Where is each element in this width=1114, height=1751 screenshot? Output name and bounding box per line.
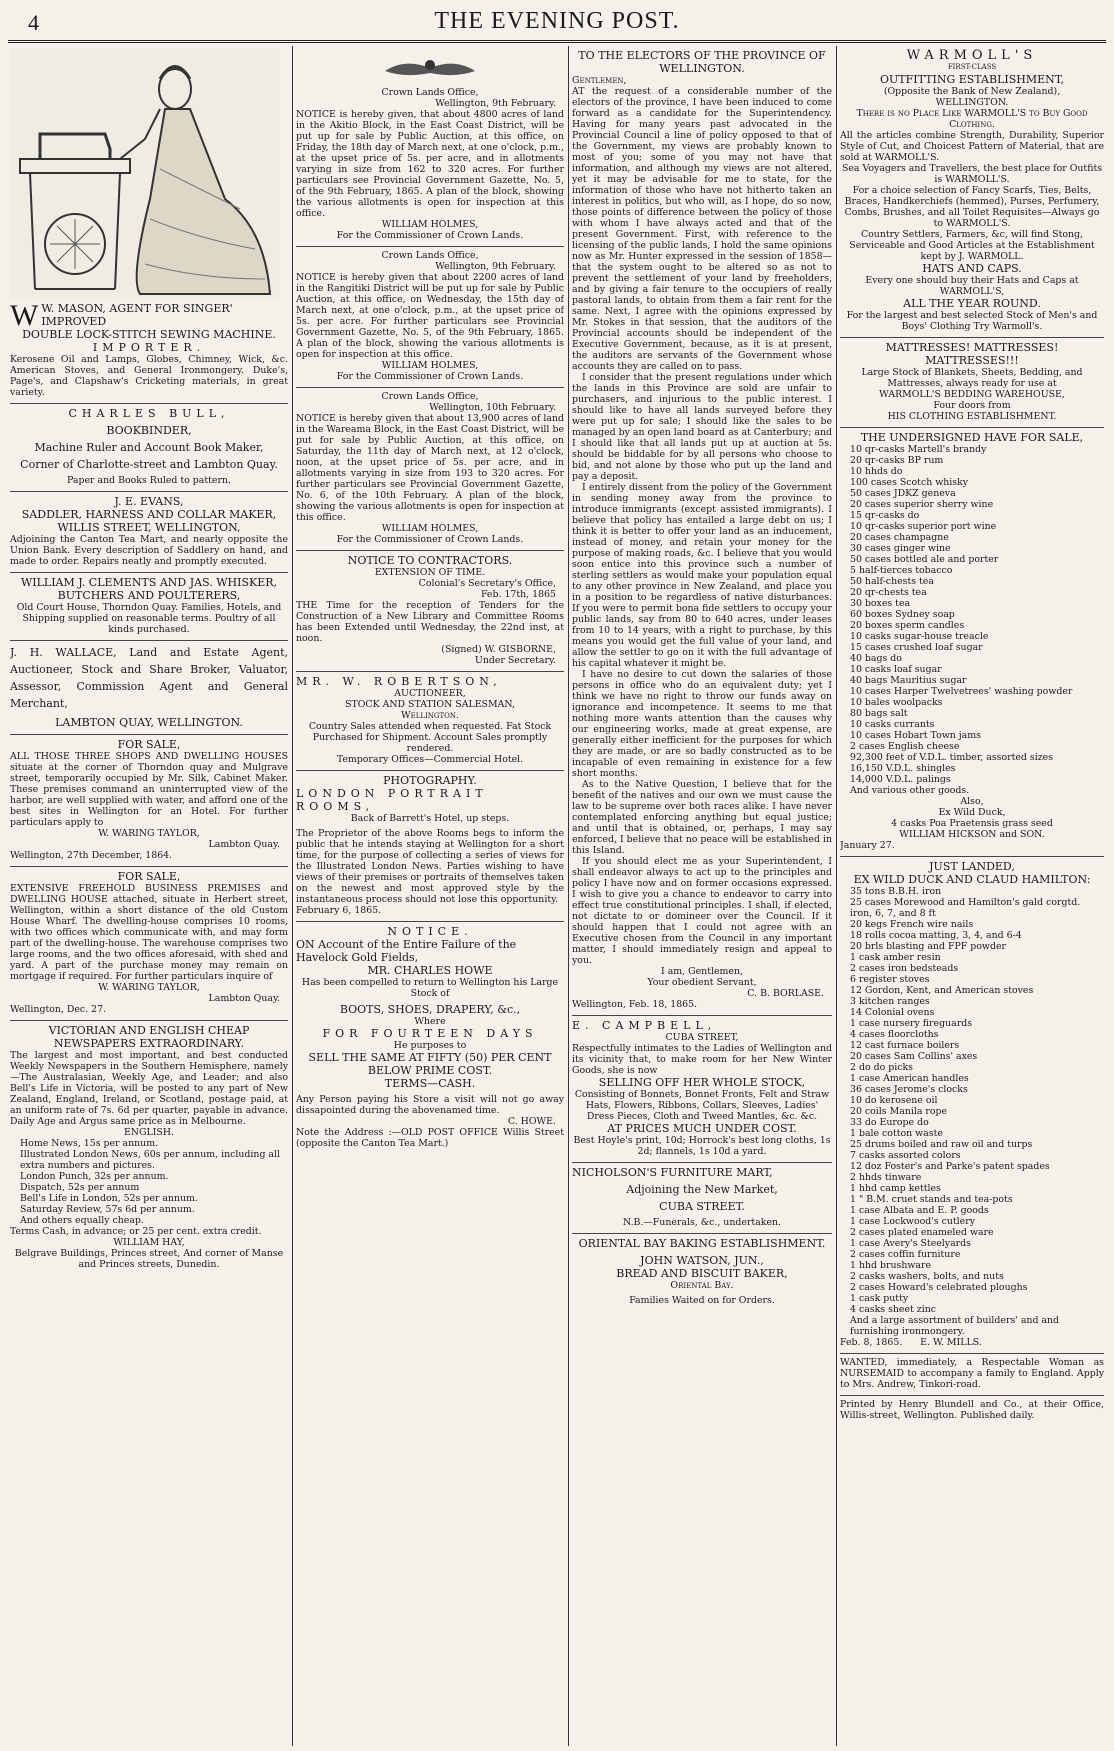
list-item: 2 cases Howard's celebrated ploughs <box>850 1282 1028 1293</box>
sale2-heading: FOR SALE, <box>117 870 181 883</box>
robertson-office: Temporary Offices—Commercial Hotel. <box>336 754 524 765</box>
crest-ornament <box>380 53 480 83</box>
warmoll-class: FIRST-CLASS <box>947 63 997 71</box>
mills-ships: EX WILD DUCK AND CLAUD HAMILTON: <box>853 873 1091 886</box>
masthead <box>0 6 1114 36</box>
campbell-street: CUBA STREET, <box>665 1032 739 1043</box>
electors-paragraph: I have no desire to cut down the salaries of those persons in office who do an equivalent duty; yet I think we have no right to throw our funds away on ignorance and incompetence. It seems to me that nothing more wants attention than the causes why our engineering works, made at great expense, are generally either inefficient for the purposes for which they are made, or are so badly constructed as to be incapable of even remaining in existence for a few short months. <box>572 669 832 779</box>
sale1-signature: W. WARING TAYLOR, <box>98 828 200 839</box>
warmoll-para: All the articles combine Strength, Durability, Superior Style of Cut, and Choicest Pattern of Material, that are sold at WARMOLL'S. <box>840 130 1104 163</box>
newspapers-ad <box>10 1021 288 1275</box>
warmoll-para: For a choice selection of Fancy Scarfs, Ties, Belts, Braces, Handkerchiefs (hemmed), Purses, Perfumery, Combs, Brushes, and all Toilet Requisites—Always go to WARMOLL'S. <box>844 185 1100 229</box>
contractors-role: Under Secretary. <box>474 655 556 666</box>
list-item: 2 do do picks <box>850 1062 913 1073</box>
campbell-name: E. CAMPBELL, <box>572 1019 717 1032</box>
hickson-heading: THE UNDERSIGNED HAVE FOR SALE, <box>860 431 1084 444</box>
column-2 <box>296 46 564 1746</box>
evans-address: WILLIS STREET, WELLINGTON, <box>57 521 241 534</box>
list-item: Saturday Review, 57s 6d per annum. <box>20 1204 195 1215</box>
howe-line3: Has been compelled to return to Wellington his Large Stock of <box>301 977 559 999</box>
list-item: 1 case American handles <box>850 1073 969 1084</box>
list-item: 2 cases English cheese <box>850 741 960 752</box>
warmoll-hats: HATS AND CAPS. <box>922 262 1022 275</box>
howe-ad <box>296 922 564 1154</box>
column-divider <box>292 46 293 1746</box>
list-item: 10 qr-casks Martell's brandy <box>850 444 987 455</box>
list-item: 1 hhd brushware <box>850 1260 932 1271</box>
warmoll-slogan: There is no Place Like WARMOLL'S to Buy Good Clothing. <box>856 108 1088 130</box>
list-item: 20 cases Sam Collins' axes <box>850 1051 978 1062</box>
mattress-heading: MATTRESSES! MATTRESSES! MATTRESSES!!! <box>885 341 1059 367</box>
crown3-office: Crown Lands Office, <box>381 391 479 402</box>
electors-close: I am, Gentlemen, <box>661 966 743 977</box>
photo-studio: LONDON PORTRAIT ROOMS, <box>296 787 488 813</box>
list-item: And various other goods. <box>850 785 970 796</box>
crown1-office: Crown Lands Office, <box>381 87 479 98</box>
warmoll-location: (Opposite the Bank of New Zealand), <box>883 86 1061 97</box>
crown-lands-2 <box>296 247 564 388</box>
list-item: 10 do kerosene oil <box>850 1095 938 1106</box>
list-item: 50 cases JDKZ geneva <box>850 488 956 499</box>
warmoll-name: WARMOLL'S <box>906 48 1038 63</box>
list-item: London Punch, 32s per annum. <box>20 1171 169 1182</box>
contractors-signature: (Signed) W. GISBORNE, <box>441 644 556 655</box>
list-item: 2 hhds tinware <box>850 1172 922 1183</box>
list-item: 5 half-tierces tobacco <box>850 565 953 576</box>
list-item: Home News, 15s per annum. <box>20 1138 159 1149</box>
crown1-date: Wellington, 9th February. <box>435 98 556 109</box>
list-item: 1 hhd camp kettles <box>850 1183 941 1194</box>
list-item: 20 cases champagne <box>850 532 949 543</box>
warmoll-para: Country Settlers, Farmers, &c, will find Stong, Serviceable and Good Articles at the Establishment kept by J. WARMOLL. <box>849 229 1095 262</box>
hickson-seed: 4 casks Poa Praetensis grass seed <box>891 818 1053 829</box>
column-divider <box>836 46 837 1746</box>
list-item: 3 kitchen ranges <box>850 996 930 1007</box>
photo-date: February 6, 1865. <box>296 905 382 916</box>
newspapers-signature: WILLIAM HAY, <box>113 1237 185 1248</box>
bakery-note: Families Waited on for Orders. <box>629 1295 775 1306</box>
newspapers-heading: VICTORIAN AND ENGLISH CHEAP NEWSPAPERS EXTRAORDINARY. <box>48 1024 250 1050</box>
sale1-body: ALL THOSE THREE SHOPS AND DWELLING HOUSES situate at the corner of Thorndon quay and Mulgrave street, temporarily occupied by Mr. Silk, Cabinet Maker. These premises command an uninterrupted view of the harbor, are well supplied with water, and afford one of the best sites in Wellington for an Hotel. For further particulars apply to <box>10 751 288 828</box>
sale1-date: Wellington, 27th December, 1864. <box>10 850 173 861</box>
howe-name: MR. CHARLES HOWE <box>367 964 493 977</box>
list-item: 1 case nursery fireguards <box>850 1018 973 1029</box>
sale1-ad <box>10 735 288 867</box>
list-item: 15 cases crushed loaf sugar <box>850 642 983 653</box>
list-item: 10 hhds do <box>850 466 903 477</box>
list-item: Bell's Life in London, 52s per annum. <box>20 1193 198 1204</box>
list-item: 40 bags Mauritius sugar <box>850 675 967 686</box>
list-item: 35 tons B.B.H. iron <box>850 886 942 897</box>
list-item: 40 bags do <box>850 653 902 664</box>
mills-ad <box>840 857 1104 1354</box>
bull-trade: BOOKBINDER, <box>106 424 192 437</box>
bakery-owner: JOHN WATSON, JUN., <box>640 1254 764 1267</box>
photo-body: The Proprietor of the above Rooms begs to inform the public that he intends staying at Wellington for a short time, for the purpose of collecting a series of views for the Illustrated London News. Parties wishing to have views of their premises or portraits of themselves taken on the newest and most approved style by the instantaneous process should not lose this opportunity. <box>296 828 564 905</box>
newspapers-body: The largest and most important, and best conducted Weekly Newspapers in the Southern Hemisphere, namely—The Australasian, Weekly Age, and Leader; and also Bell's Life in Victoria, will be posted to any part of New Zealand, England, Ireland, or Scotland, postage paid, at an uniform rate of 7s. 6d per quarter, payable in advance. Daily Age and Argus same price as in Melbourne. <box>10 1050 288 1127</box>
warmoll-establishment: OUTFITTING ESTABLISHMENT, <box>880 73 1064 86</box>
nicholson-street: CUBA STREET. <box>659 1200 745 1213</box>
bull-line3: Paper and Books Ruled to pattern. <box>67 475 231 486</box>
list-item: 20 boxes sperm candles <box>850 620 965 631</box>
list-item: 16,150 V.D.L. shingles <box>850 763 956 774</box>
mattress-warehouse: WARMOLL'S BEDDING WAREHOUSE, <box>879 389 1065 400</box>
imprint <box>840 1396 1104 1426</box>
list-item: 30 boxes tea <box>850 598 911 609</box>
list-item: 1 cask putty <box>850 1293 909 1304</box>
hickson-ship: Ex Wild Duck, <box>938 807 1006 818</box>
list-item: 25 drums boiled and raw oil and turps <box>850 1139 1033 1150</box>
list-item: And others equally cheap. <box>20 1215 144 1226</box>
list-item: 14,000 V.D.L. palings <box>850 774 951 785</box>
hickson-ad <box>840 428 1104 857</box>
bakery-name: ORIENTAL BAY BAKING ESTABLISHMENT. <box>578 1237 826 1250</box>
warmoll-year: ALL THE YEAR ROUND. <box>903 297 1041 310</box>
nicholson-ad <box>572 1163 832 1234</box>
column-1 <box>10 46 288 1746</box>
warmoll-ad <box>840 46 1104 338</box>
mills-signature: E. W. MILLS. <box>920 1337 982 1348</box>
hickson-list <box>840 444 1104 796</box>
electors-signature: C. B. BORLASE. <box>747 988 824 999</box>
list-item: 92,300 feet of V.D.L. timber, assorted sizes <box>850 752 1054 763</box>
list-item: 25 cases Morewood and Hamilton's gald corgtd. iron, 6, 7, and 8 ft <box>850 897 1081 919</box>
howe-line1: ON Account of the Entire Failure of the Havelock Gold Fields, <box>296 938 517 964</box>
electors-paragraph: I entirely dissent from the policy of the Government in sending money away from the province to introduce immigrants (except assisted immigrants). I believe that policy has entailed a large debt on us; I think it is better to offer your land as an inducement, instead of money, and retain your money for the purpose of making roads, &c. I believe that you would soon entice into this province such a number of sterling settlers as would make your population equal to any other province in New Zealand, and place you in a position to be regardless of native disturbances. If you were to permit bona fide settlers to occupy your public lands, say from 80 to 640 acres, under leases from 10 to 14 years, with a right to purchase, by this means you would get the full value of your land, and allow the settler to go on it with the full advantage of his capital whatever it might be. <box>572 482 832 669</box>
electors-salutation: Gentlemen, <box>572 75 627 86</box>
campbell-stock: Consisting of Bonnets, Bonnet Fronts, Felt and Straw Hats, Flowers, Ribbons, Collars, Sleeves, Ladies' Dress Pieces, Cloth and Tweed Mantles, &c. &c. <box>574 1089 830 1122</box>
mills-date: Feb. 8, 1865. <box>840 1337 903 1348</box>
list-item: 30 cases ginger wine <box>850 543 951 554</box>
crown1-for: For the Commissioner of Crown Lands. <box>336 230 524 241</box>
column-divider <box>568 46 569 1746</box>
campbell-prints: Best Hoyle's print, 10d; Horrock's best long cloths, 1s 2d; flannels, 1s 10d a yard. <box>573 1135 831 1157</box>
hickson-signature: WILLIAM HICKSON and SON. <box>899 829 1045 840</box>
list-item: 1 case Lockwood's cutlery <box>850 1216 975 1227</box>
list-item: 14 Colonial ovens <box>850 1007 935 1018</box>
list-item: 2 cases coffin furniture <box>850 1249 961 1260</box>
howe-note: Note the Address :—OLD POST OFFICE Willis Street (opposite the Canton Tea Mart.) <box>296 1127 564 1149</box>
list-item: 20 qr-casks BP rum <box>850 455 944 466</box>
howe-goods: BOOTS, SHOES, DRAPERY, &c., <box>339 1003 521 1016</box>
electors-paragraph: As to the Native Question, I believe that for the benefit of the natives and our own we must cause the law to be supreme over both races alike. I have never contemplated enforcing anything but equal justice; and until that is obtained, or, perhaps, I may say enforced, I believe that no peace will be established in this Island. <box>572 779 832 856</box>
list-item: 10 casks currants <box>850 719 935 730</box>
crown-lands-1 <box>296 46 564 247</box>
hickson-date: January 27. <box>840 840 895 851</box>
wallace-address: LAMBTON QUAY, WELLINGTON. <box>55 716 243 729</box>
mattress-doors: Four doors from <box>933 400 1011 411</box>
clements-name: WILLIAM J. CLEMENTS AND JAS. WHISKER, <box>20 576 278 589</box>
nicholson-location: Adjoining the New Market, <box>626 1183 778 1196</box>
list-item: 60 boxes Sydney soap <box>850 609 955 620</box>
list-item: 33 do Europe do <box>850 1117 929 1128</box>
list-item: 10 casks sugar-house treacle <box>850 631 989 642</box>
crown2-body: NOTICE is hereby given that about 2200 acres of land in the Rangitiki District will be put up for sale by Public Auction, at this office, on Wednesday, the 15th day of March next, at one o'clock, p.m., at the upset price of 5s. per acre. For further particulars see Provincial Government Gazette, No. 5, of the 9th February, 1865. A plan of the block, showing the various allotments is open for inspection at this office. <box>296 272 564 360</box>
crown1-body: NOTICE is hereby given, that about 4800 acres of land in the Akitio Block, in the East Coast District, will be put up for sale by Public Auction, at this office, on Friday, the 18th day of March next, at one o'clock, p.m., at the upset price of 5s. per acre, and in allotments varying in size from 162 to 320 acres. For further particulars see Provincial Government Gazette, No. 5, of the 9th February, 1865. A plan of the block, showing the various allotments is open for inspection at this office. <box>296 109 564 219</box>
warmoll-town: WELLINGTON. <box>935 97 1009 108</box>
mattress-establishment: HIS CLOTHING ESTABLISHMENT. <box>887 411 1057 422</box>
list-item: 10 cases Harper Twelvetrees' washing powder <box>850 686 1073 697</box>
contractors-body: THE Time for the reception of Tenders for the Construction of a New Library and Committee Rooms has been Extended until Wednesday, the 22nd inst, at noon. <box>296 600 564 644</box>
warmoll-para: For the largest and best selected Stock of Men's and Boys' Clothing Try Warmoll's. <box>846 310 1098 332</box>
howe-sale: SELL THE SAME AT FIFTY (50) PER CENT BELOW PRIME COST. <box>308 1051 552 1077</box>
howe-terms: TERMS—CASH. <box>384 1077 476 1090</box>
list-item: 50 half-chests tea <box>850 576 934 587</box>
campbell-body: Respectfully intimates to the Ladies of Wellington and its vicinity that, to make room for her New Winter Goods, she is now <box>572 1043 832 1076</box>
newspaper-title: THE EVENING POST. <box>434 8 680 34</box>
list-item: 12 cast furnace boilers <box>850 1040 960 1051</box>
list-item: 20 qr-chests tea <box>850 587 927 598</box>
list-item: 20 kegs French wire nails <box>850 919 974 930</box>
list-item: 15 qr-casks do <box>850 510 920 521</box>
list-item: 6 register stoves <box>850 974 930 985</box>
howe-body: Any Person paying his Store a visit will not go away dissapointed during the abovenamed time. <box>296 1094 564 1116</box>
page-number: 4 <box>28 10 39 35</box>
list-item: 20 brls blasting and FPF powder <box>850 941 1006 952</box>
mason-machine: DOUBLE LOCK-STITCH SEWING MACHINE. <box>22 328 276 341</box>
list-item: 50 cases bottled ale and porter <box>850 554 999 565</box>
list-item: 12 Gordon, Kent, and American stoves <box>850 985 1034 996</box>
list-item: 18 rolls cocoa matting, 3, 4, and 6-4 <box>850 930 1022 941</box>
mattress-ad <box>840 338 1104 428</box>
campbell-prices: AT PRICES MUCH UNDER COST. <box>607 1122 797 1135</box>
list-item: 4 cases floorcloths <box>850 1029 939 1040</box>
list-item: 2 cases iron bedsteads <box>850 963 959 974</box>
bull-name: CHARLES BULL, <box>68 407 230 420</box>
bull-ad <box>10 404 288 492</box>
list-item: 20 coils Manila rope <box>850 1106 948 1117</box>
crown1-signature: WILLIAM HOLMES, <box>381 219 479 230</box>
list-item: 1 case Albata and E. P. goods <box>850 1205 989 1216</box>
electors-heading: TO THE ELECTORS OF THE PROVINCE OF WELLINGTON. <box>578 49 826 75</box>
crown3-date: Wellington, 10th February. <box>429 402 556 413</box>
nicholson-name: NICHOLSON'S FURNITURE MART, <box>572 1166 773 1179</box>
list-item: 10 qr-casks superior port wine <box>850 521 997 532</box>
column-4 <box>840 46 1104 1746</box>
bakery-location: Oriental Bay. <box>670 1280 734 1291</box>
robertson-body: Country Sales attended when requested. Fat Stock Purchased for Shipment. Account Sales promptly rendered. <box>308 721 552 754</box>
electors-close2: Your obedient Servant, <box>647 977 757 988</box>
bull-line2: Corner of Charlotte-street and Lambton Quay. <box>20 458 278 471</box>
sale2-signature: W. WARING TAYLOR, <box>98 982 200 993</box>
contractors-ad <box>296 551 564 672</box>
list-item: 100 cases Scotch whisky <box>850 477 969 488</box>
list-item: 1 " B.M. cruet stands and tea-pots <box>850 1194 1013 1205</box>
list-item: 4 casks sheet zinc <box>850 1304 936 1315</box>
sale2-body: EXTENSIVE FREEHOLD BUSINESS PREMISES and DWELLING HOUSE attached, situate in Herbert street, Wellington, within a short distance of the old Custom House Wharf. The dwelling-house comprises 10 rooms, with two offices which communicate with, and may form part of the dwelling-house. The warehouse comprises two large rooms, and the two offices aforesaid, with shed and yard. A part of the purchase money may remain on mortgage if required. For further particulars inquire of <box>10 883 288 982</box>
list-item: 10 bales woolpacks <box>850 697 943 708</box>
evans-ad <box>10 492 288 573</box>
newspapers-terms: Terms Cash, in advance; or 25 per cent. extra credit. <box>10 1226 262 1237</box>
header-rule <box>8 40 1106 43</box>
electors-paragraph: I consider that the present regulations under which the lands in this Province are sold are unfair to purchasers, and injurious to the public interest. I should like to have all lands surveyed before they were put up for sale; I should like the sales to be managed by an open land board as at Canterbury; and I should like that all lands put up at auction at 5s. should be biddable for by all persons who choose to bid, and not alone by those who put up the land and pay a deposit. <box>572 372 832 482</box>
mills-list <box>840 886 1104 1337</box>
howe-signature: C. HOWE. <box>507 1116 556 1127</box>
warmoll-para: Every one should buy their Hats and Caps at WARMOLL'S, <box>865 275 1079 297</box>
contractors-office: Colonial's Secretary's Office, <box>418 578 556 589</box>
sale1-address: Lambton Quay. <box>208 839 280 850</box>
electors-paragraph: AT the request of a considerable number of the electors of the province, I have been induced to come forward as a candidate for the Superintendency. Having for many years past advocated in the Provincial Council a line of policy opposed to that of the Government, my views are probably known to most of you; some of you may not have that information, and although my views are not altered, yet it may be advisable for me to state, for the information of those who have not hitherto taken an interest in politics, but who will, as I hope, do so now, those points of difference between the policy of those with whom I have always acted and that of the present Government. First, with reference to the licensing of the public lands, I hold the same opinions now as Mr. Hunter expressed in the session of 1858—that the system ought to be altered so as not to prevent the settlement of your land by freeholders, and by giving a fair tenure to the occupiers of really pastoral lands, to obtain from them a fair rent for the same. Next, I agree with the opinions expressed by Mr. Stokes in that session, that the auditors of the Provincial accounts should be independent of the Executive Government, because, as it is at present, the auditors are servants of the Government whose accounts they are called on to pass. <box>572 86 832 372</box>
crown-lands-3 <box>296 388 564 551</box>
contractors-subheading: EXTENSION OF TIME. <box>374 567 486 578</box>
list-item: 10 casks loaf sugar <box>850 664 942 675</box>
sale2-address: Lambton Quay. <box>208 993 280 1004</box>
clements-ad <box>10 573 288 641</box>
crown3-for: For the Commissioner of Crown Lands. <box>336 534 524 545</box>
mattress-body: Large Stock of Blankets, Sheets, Bedding, and Mattresses, always ready for use at <box>861 367 1083 389</box>
electors-date: Wellington, Feb. 18, 1865. <box>572 999 698 1010</box>
warmoll-para: Sea Voyagers and Travellers, the best place for Outfits is WARMOLL'S. <box>841 163 1103 185</box>
howe-where: Where <box>414 1016 446 1027</box>
list-item: 1 cask amber resin <box>850 952 941 963</box>
newspapers-list <box>10 1138 288 1226</box>
howe-purposes: He purposes to <box>393 1040 467 1051</box>
sale1-heading: FOR SALE, <box>117 738 181 751</box>
photo-heading: PHOTOGRAPHY. <box>383 774 477 787</box>
wallace-body: J. H. WALLACE, Land and Estate Agent, Auctioneer, Stock and Share Broker, Valuator, Assessor, Commission Agent and General Merchant, <box>10 646 288 710</box>
list-item: 80 bags salt <box>850 708 908 719</box>
sale2-date: Wellington, Dec. 27. <box>10 1004 107 1015</box>
crown2-signature: WILLIAM HOLMES, <box>381 360 479 371</box>
photo-location: Back of Barrett's Hotel, up steps. <box>350 813 510 824</box>
robertson-name: MR. W. ROBERTSON, <box>296 675 502 688</box>
robertson-ad <box>296 672 564 771</box>
robertson-trade: STOCK AND STATION SALESMAN, <box>345 699 515 710</box>
robertson-town: Wellington. <box>400 710 460 721</box>
column-3 <box>572 46 832 1746</box>
bakery-trade: BREAD AND BISCUIT BAKER, <box>616 1267 788 1280</box>
campbell-ad <box>572 1016 832 1163</box>
hickson-also: Also, <box>960 796 984 807</box>
list-item: 7 casks assorted colors <box>850 1150 961 1161</box>
crown3-signature: WILLIAM HOLMES, <box>381 523 479 534</box>
list-item: 2 cases plated enameled ware <box>850 1227 994 1238</box>
evans-body: Adjoining the Canton Tea Mart, and nearly opposite the Union Bank. Every description of Saddlery on hand, and made to order. Repairs neatly and promptly executed. <box>10 534 288 567</box>
electors-paragraph: If you should elect me as your Superintendent, I shall endeavor always to act up to the principles and policy I have now and on former occasions expressed. I wish to give you a chance to endeavor to carry into effect true constitutional principles. I shall, if elected, not dictate to or domineer over the Council. If it should happen that I could not agree with an Executive chosen from the Council in any important matter, I should immediately resign and appeal to you. <box>572 856 832 966</box>
sale2-ad <box>10 867 288 1021</box>
list-item: 12 doz Foster's and Parke's patent spades <box>850 1161 1050 1172</box>
newspapers-address: Belgrave Buildings, Princes street, And corner of Manse and Princes streets, Dunedin. <box>14 1248 284 1270</box>
wanted-body: WANTED, immediately, a Respectable Woman as NURSEMAID to accompany a family to England. Apply to Mrs. Andrew, Tinkori-road. <box>840 1357 1104 1390</box>
howe-duration: FOR FOURTEEN DAYS <box>322 1027 538 1040</box>
evans-name: J. E. EVANS, <box>114 495 184 508</box>
contractors-date: Feb. 17th, 1865 <box>480 589 556 600</box>
crown2-for: For the Commissioner of Crown Lands. <box>336 371 524 382</box>
clements-body: Old Court House, Thorndon Quay. Families, Hotels, and Shipping supplied on reasonable terms. Poultry of all kinds purchased. <box>16 602 282 635</box>
mason-body: Kerosene Oil and Lamps, Globes, Chimney, Wick, &c. American Stoves, and General Ironmongery. Duke's, Page's, and Clapshaw's Cricketing materials, in great variety. <box>10 354 288 398</box>
contractors-heading: NOTICE TO CONTRACTORS. <box>347 554 513 567</box>
newspapers-subheading: ENGLISH. <box>123 1127 175 1138</box>
mason-heading: W. MASON, AGENT FOR SINGER' IMPROVED <box>41 302 233 328</box>
list-item: 1 case Avery's Steelyards <box>850 1238 971 1249</box>
list-item: 10 cases Hobart Town jams <box>850 730 981 741</box>
list-item: Dispatch, 52s per annum <box>20 1182 140 1193</box>
electors-address <box>572 46 832 1016</box>
campbell-selling: SELLING OFF HER WHOLE STOCK, <box>598 1076 806 1089</box>
mills-heading: JUST LANDED, <box>929 860 1015 873</box>
photography-ad <box>296 771 564 922</box>
clements-trade: BUTCHERS AND POULTERERS, <box>57 589 241 602</box>
list-item: And a large assortment of builders' and and furnishing ironmongery. <box>850 1315 1060 1337</box>
imprint-body: Printed by Henry Blundell and Co., at their Office, Willis-street, Wellington. Published daily. <box>840 1399 1104 1421</box>
list-item: 36 cases Jerome's clocks <box>850 1084 968 1095</box>
crown2-date: Wellington, 9th February. <box>435 261 556 272</box>
robertson-title: AUCTIONEER, <box>394 688 466 699</box>
singer-ad: W W. MASON, AGENT FOR SINGER' IMPROVED DOUBLE LOCK-STITCH SEWING MACHINE. IMPORTER. Kerosene Oil and Lamps, Globes, Chimney, Wick, &c. American Stoves, and General Ironmongery. Duke's, Page's, and Clapshaw's Cricketing materials, in great variety. <box>10 46 288 404</box>
list-item: 1 bale cotton waste <box>850 1128 943 1139</box>
crown3-body: NOTICE is hereby given that about 13,900 acres of land in the Wareama Block, in the East Coast District, will be put for sale by Public Auction, at this office, on Saturday, the 11th day of March next, at 12 o'clock, noon, at the upset price of 5s. per acre, and in allotments varying in size from 193 to 320 acres. For further particulars see Provincial Government Gazette, No. 6, of the 10th February. A plan of the block, showing the various allotments is open for inspection at this office. <box>296 413 564 523</box>
bakery-ad <box>572 1234 832 1311</box>
wanted-ad <box>840 1354 1104 1396</box>
sewing-machine-illustration <box>10 49 280 299</box>
wallace-ad <box>10 641 288 735</box>
bull-line1: Machine Ruler and Account Book Maker, <box>34 441 264 454</box>
mason-importer: IMPORTER. <box>92 341 206 354</box>
evans-trade: SADDLER, HARNESS AND COLLAR MAKER, <box>21 508 277 521</box>
list-item: 2 casks washers, bolts, and nuts <box>850 1271 1004 1282</box>
list-item: 20 cases superior sherry wine <box>850 499 994 510</box>
crown2-office: Crown Lands Office, <box>381 250 479 261</box>
list-item: Illustrated London News, 60s per annum, including all extra numbers and pictures. <box>20 1149 281 1171</box>
howe-heading: NOTICE. <box>387 925 473 938</box>
nicholson-note: N.B.—Funerals, &c., undertaken. <box>622 1217 782 1228</box>
